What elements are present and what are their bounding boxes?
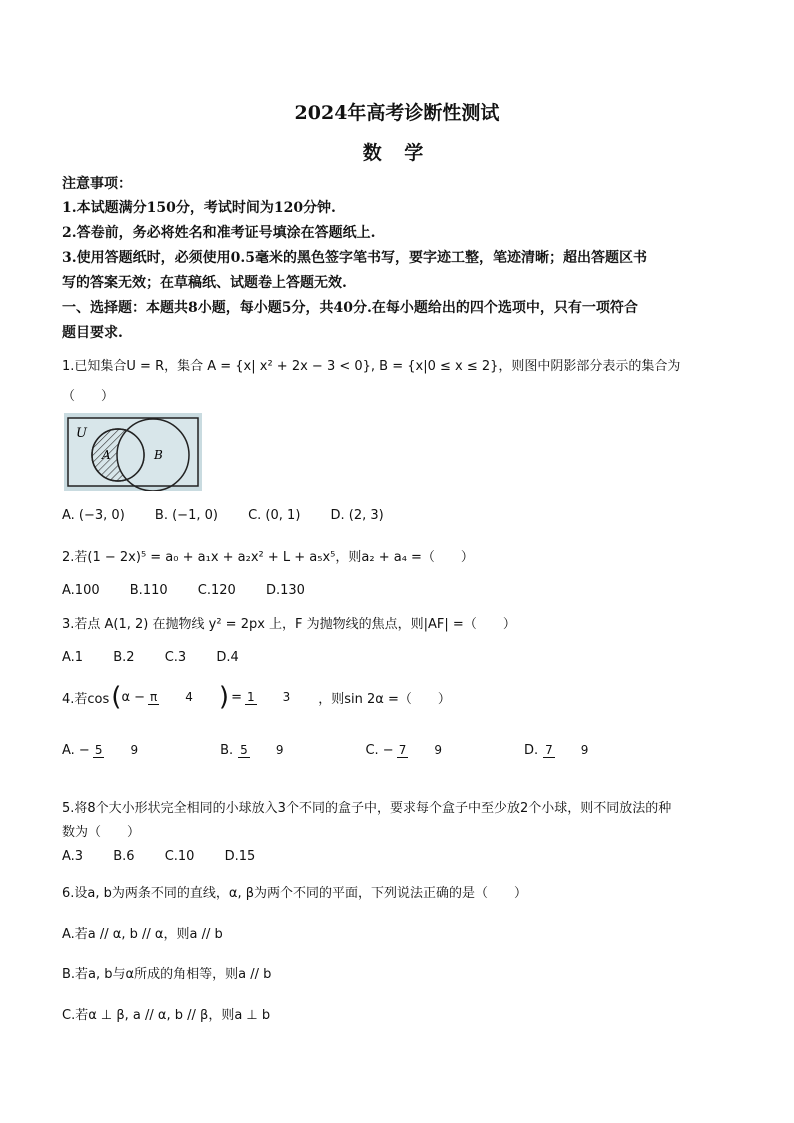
question-4-options: [62, 743, 666, 758]
section-1-heading-cont: 题目要求.: [62, 325, 123, 341]
question-5-options: [62, 849, 281, 864]
q4-option-c[interactable]: C. − 7 9: [365, 743, 442, 758]
q5-option-a[interactable]: A.3: [62, 849, 84, 864]
q2-option-b[interactable]: B.110: [129, 583, 168, 598]
question-2: 2.若(1 − 2x)⁵ = a₀ + a₁x + a₂x² + L + a₅x⁵，则a₂ + a₄ =（ ）: [62, 550, 474, 565]
question-5-cont: 数为（ ）: [62, 825, 141, 840]
q4-arg: α −: [121, 689, 146, 705]
exam-subject: 数 学: [362, 142, 432, 164]
note-3-cont: 写的答案无效；在草稿纸、试题卷上答题无效.: [62, 275, 347, 291]
question-1-options: [62, 508, 410, 523]
question-6: 6.设a, b为两条不同的直线，α, β为两个不同的平面，下列说法正确的是（ ）: [62, 886, 528, 901]
q6-option-a[interactable]: A.若a // α, b // α，则a // b: [62, 927, 223, 942]
question-1: 1.已知集合U = R，集合 A = {x| x² + 2x − 3 < 0}, B = {x|0 ≤ x ≤ 2}，则图中阴影部分表示的集合为: [62, 359, 681, 374]
q3-option-c[interactable]: C.3: [164, 650, 187, 665]
q3-option-d[interactable]: D.4: [216, 650, 239, 665]
q4-suffix: ，则sin 2α =（ ）: [318, 691, 451, 707]
q3-option-b[interactable]: B.2: [113, 650, 135, 665]
venn-label-a: A: [102, 448, 111, 462]
notes-heading: 注意事项：: [62, 176, 132, 192]
q4-option-b[interactable]: B. 5 9: [220, 743, 284, 758]
q6-option-b[interactable]: B.若a, b与α所成的角相等，则a // b: [62, 967, 272, 982]
q3-option-a[interactable]: A.1: [62, 650, 84, 665]
q5-option-d[interactable]: D.15: [224, 849, 256, 864]
note-2: 2.答卷前，务必将姓名和准考证号填涂在答题纸上.: [62, 225, 376, 241]
question-4: 4.若cos ( α − π 4 ) = 1 3 ，则sin 2α =（ ）: [62, 682, 451, 712]
exam-title: 2024年高考诊断性测试: [294, 102, 500, 124]
q4-one-third: 1 3: [246, 689, 291, 704]
q1-option-c[interactable]: C. (0, 1): [248, 508, 301, 523]
q4-option-d[interactable]: D. 7 9: [523, 743, 589, 758]
q1-option-b[interactable]: B. (−1, 0): [154, 508, 218, 523]
q5-option-b[interactable]: B.6: [113, 849, 135, 864]
note-3: 3.使用答题纸时，必须使用0.5毫米的黑色签字笔书写，要字迹工整，笔迹清晰；超出答题区书: [62, 250, 647, 266]
venn-label-u: U: [76, 426, 87, 441]
venn-diagram: [64, 413, 202, 491]
q4-option-a[interactable]: A. − 5 9: [62, 743, 139, 758]
q1-option-a[interactable]: A. (−3, 0): [62, 508, 125, 523]
question-3: 3.若点 A(1, 2) 在抛物线 y² = 2px 上，F 为抛物线的焦点，则|AF| =（ ）: [62, 617, 516, 632]
q2-option-a[interactable]: A.100: [62, 583, 100, 598]
note-1: 1.本试题满分150分，考试时间为120分钟.: [62, 200, 336, 216]
question-5: 5.将8个大小形状完全相同的小球放入3个不同的盒子中，要求每个盒子中至少放2个小球，则不同放法的种: [62, 801, 672, 816]
q2-option-c[interactable]: C.120: [197, 583, 236, 598]
question-1-paren: （ ）: [62, 389, 115, 404]
q5-option-c[interactable]: C.10: [164, 849, 195, 864]
q6-option-c[interactable]: C.若α ⊥ β, a // α, b // β，则a ⊥ b: [62, 1008, 271, 1023]
question-3-options: [62, 650, 265, 665]
section-1-heading: 一、选择题：本题共8小题，每小题5分，共40分.在每小题给出的四个选项中，只有一项符合: [62, 300, 638, 316]
q2-option-d[interactable]: D.130: [265, 583, 305, 598]
question-2-options: [62, 583, 331, 598]
q4-pi-over-4: π 4: [150, 689, 193, 704]
q1-option-d[interactable]: D. (2, 3): [330, 508, 384, 523]
q4-prefix: 4.若cos: [62, 691, 110, 707]
venn-label-b: B: [154, 448, 163, 462]
